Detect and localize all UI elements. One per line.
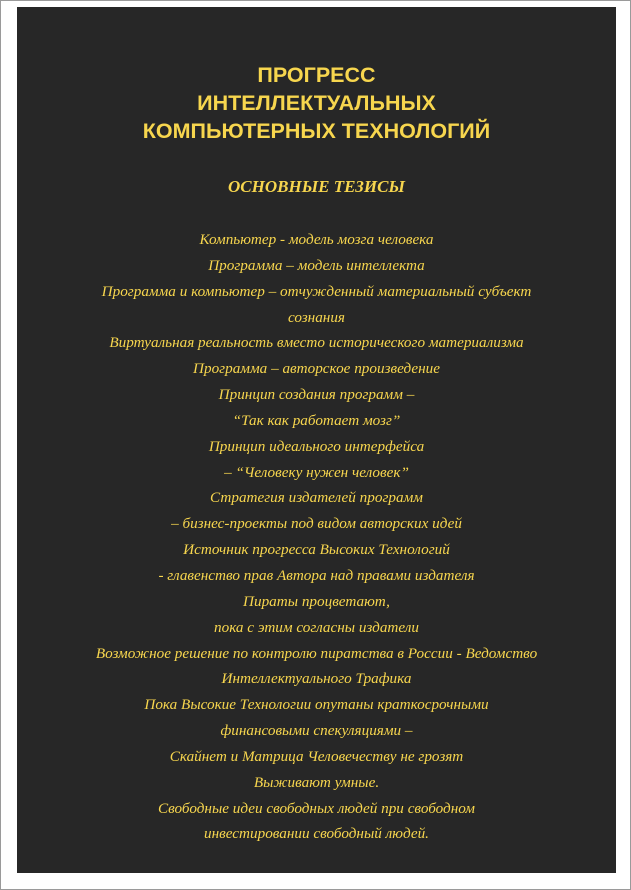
theses-list [17,227,616,847]
thesis-line: Скайнет и Матрица Человечеству не грозят [169,747,464,765]
title-line: КОМПЬЮТЕРНЫХ ТЕХНОЛОГИЙ [142,119,491,143]
thesis-line: - главенство прав Автора над правами издателя [158,566,475,584]
title-line: ПРОГРЕСС [257,63,376,87]
title-line: ИНТЕЛЛЕКТУАЛЬНЫХ [197,91,436,115]
thesis-line: Программа – модель интеллекта [208,256,425,274]
thesis-line: Принцип идеального интерфейса [208,437,425,455]
thesis-line: финансовыми спекуляциями – [220,722,413,740]
thesis-line: Пираты процветают, [243,592,390,610]
thesis-line: – “Человеку нужен человек” [224,463,409,481]
thesis-line: Возможное решение по контролю пиратства в России - Ведомство [95,644,538,662]
thesis-line: Источник прогресса Высоких Технологий [183,541,450,559]
thesis-line: Пока Высокие Технологии опутаны краткосрочными [144,696,489,714]
thesis-line: Программа – авторское произведение [193,360,440,378]
thesis-line: Принцип создания программ – [218,386,415,404]
document-title [17,61,616,145]
thesis-line: пока с этим согласны издатели [214,618,419,636]
thesis-line: Выживают умные. [253,773,380,791]
thesis-line: Программа и компьютер – отчужденный материальный субъект [101,282,532,300]
document-subtitle: ОСНОВНЫЕ ТЕЗИСЫ [228,177,405,196]
thesis-line: Виртуальная реальность вместо исторического материализма [109,334,524,352]
thesis-line: “Так как работает мозг” [232,411,401,429]
thesis-line: сознания [288,308,345,326]
thesis-line: – бизнес-проекты под видом авторских идей [171,515,462,533]
thesis-line: Свободные идеи свободных людей при свободном [158,799,475,817]
thesis-line: Интеллектуального Трафика [221,670,412,688]
dark-panel [17,7,616,873]
thesis-line: Компьютер - модель мозга человека [199,231,434,248]
thesis-line: Стратегия издателей программ [210,489,423,507]
thesis-line: инвестировании свободный людей. [204,825,429,843]
